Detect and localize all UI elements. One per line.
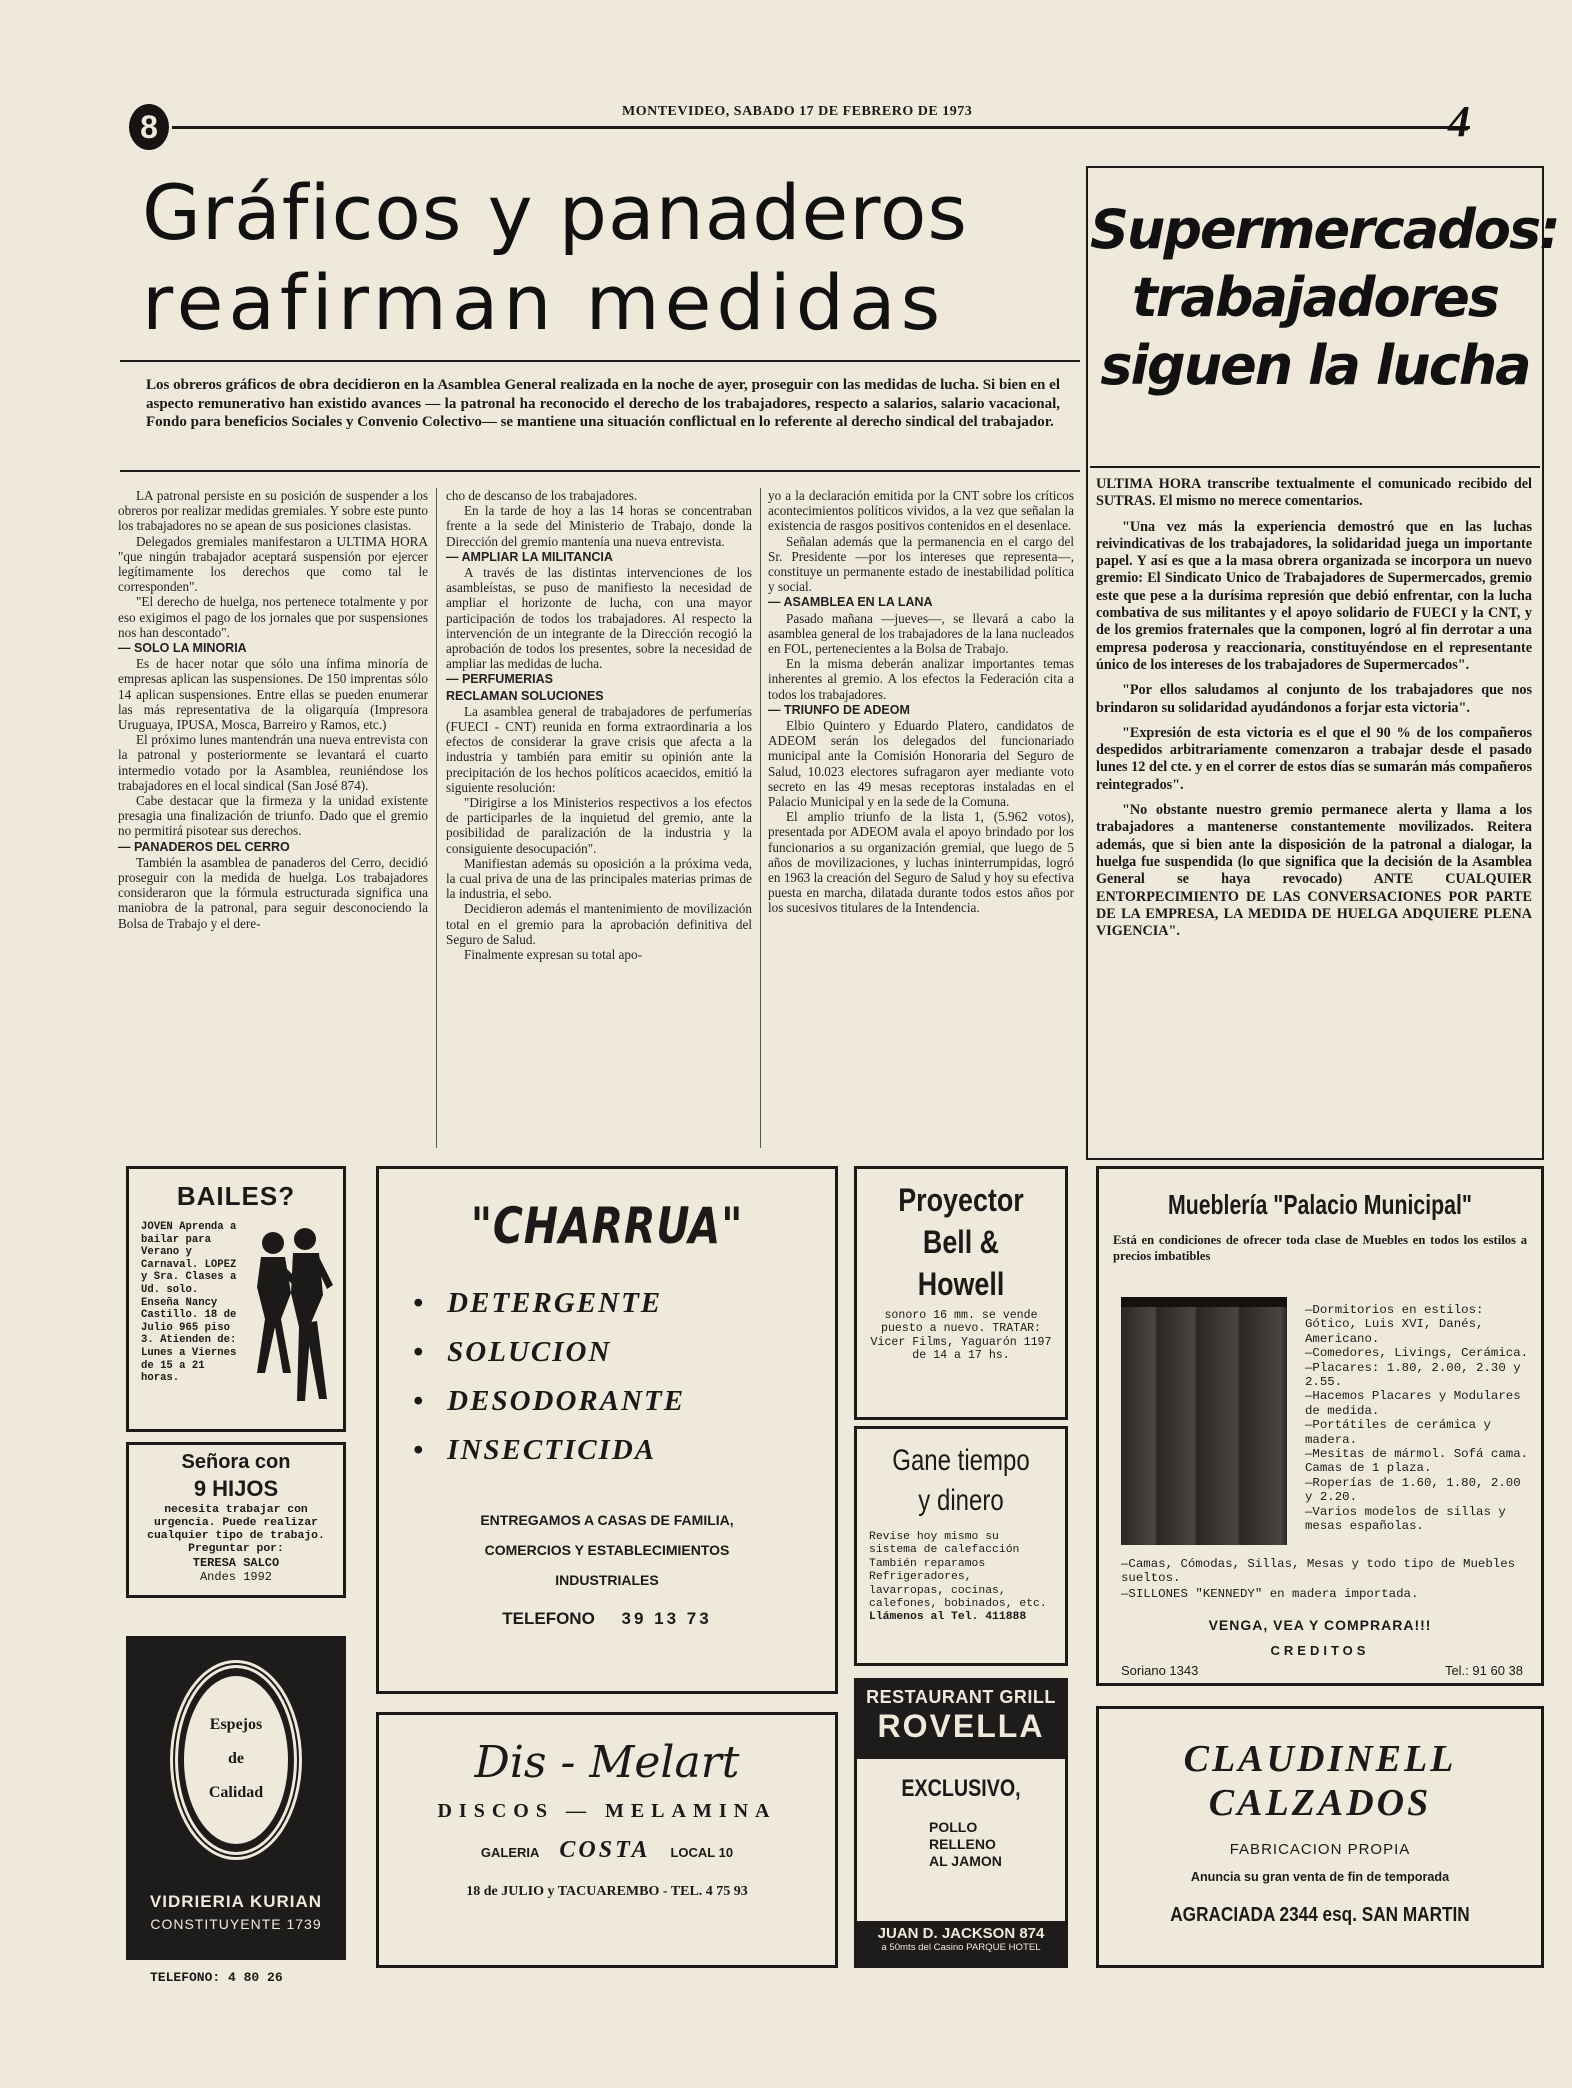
gane-call: Llámenos al Tel. 411888 xyxy=(869,1611,1027,1624)
paragraph: Pasado mañana —jueves—, se llevará a cabo la asamblea general de los trabajadores de la lana nucleados en FOL, pertenecientes a la Bolsa de Trabajo. xyxy=(768,610,1074,657)
gane-title-2: y dinero xyxy=(918,1484,1004,1517)
proyector-body: sonoro 16 mm. se vende puesto a nuevo. TRATAR: Vicer Films, Yaguarón 1197 de 14 a 17 hs. xyxy=(870,1309,1052,1363)
rovella-dish-3: AL JAMON xyxy=(929,1853,1002,1869)
side-headline-line-2: trabajadores xyxy=(1131,266,1499,329)
claudinell-line-1: CLAUDINELL xyxy=(1183,1738,1457,1780)
paragraph: Cabe destacar que la firmeza y la unidad existente presagia una finalización de triunfo. Dado que el gremio no permitirá pisotear sus derechos. xyxy=(118,793,428,839)
mirror-oval xyxy=(184,1676,288,1844)
muebleria-item: —Varios modelos de sillas y mesas españolas. xyxy=(1305,1504,1506,1534)
column-rule-2 xyxy=(760,488,761,1148)
claudinell-fab: FABRICACION PROPIA xyxy=(1229,1841,1411,1858)
dismelart-tagline: DISCOS — MELAMINA xyxy=(437,1800,777,1822)
side-headline-rule xyxy=(1090,466,1540,468)
charrua-phone: 39 13 73 xyxy=(621,1609,712,1628)
rovella-dish xyxy=(929,1819,1065,1870)
article-column-1 xyxy=(118,488,428,931)
side-paragraph: "Expresión de esta victoria es el que el 90 % de los compañeros despedidos arbitrariamente comenzaron a trabajar desde el pasado lunes 12 del cte. y en el correr de estos días se sumarán más compañeros reintegrados". xyxy=(1096,724,1532,793)
ad-dis-melart xyxy=(376,1712,838,1968)
paragraph: El próximo lunes mantendrán una nueva entrevista con la patronal y posteriormente se levantará el cuarto intermedio votado por la Asamblea, reuniéndose los trabajadores en el local sindical (San José 874). xyxy=(118,732,428,793)
paragraph: "El derecho de huelga, nos pertenece totalmente y por eso exigimos el pago de los jornales que por suspensiones nos han descontado". xyxy=(118,594,428,640)
senora-title-1: Señora con xyxy=(181,1451,291,1473)
proyector-title-2: Bell & xyxy=(922,1224,1000,1260)
side-headline-line-3: siguen la lucha xyxy=(1100,334,1530,397)
dismelart-logo: Dis - Melart xyxy=(474,1737,740,1788)
senora-title-2: 9 HIJOS xyxy=(193,1476,279,1501)
muebleria-slogan: VENGA, VEA Y COMPRARA!!! xyxy=(1208,1617,1432,1633)
subheading: — SOLO LA MINORIA xyxy=(118,641,247,656)
muebleria-address: Soriano 1343 xyxy=(1121,1663,1199,1678)
rovella-banner xyxy=(857,1681,1065,1759)
ad-muebleria xyxy=(1096,1166,1544,1686)
main-headline xyxy=(142,168,1062,348)
charrua-product xyxy=(413,1377,835,1426)
muebleria-intro: Está en condiciones de ofrecer toda clase de Muebles en todos los estilos a precios imbatibles xyxy=(1113,1233,1527,1263)
mirror-text-2: de xyxy=(228,1750,244,1767)
paragraph: También la asamblea de panaderos del Cerro, decidió proseguir con la medida de huelga. Los trabajadores consideraron que la fórmula estructurada significa una maniobra de la patronal, para seguir desconociendo la Bolsa de Trabajo y el dere- xyxy=(118,854,428,931)
charrua-line-2: COMERCIOS Y ESTABLECIMIENTOS xyxy=(484,1542,730,1558)
muebleria-item: —Mesitas de mármol. Sofá cama. Camas de 1 plaza. xyxy=(1305,1447,1529,1476)
gane-body: Revise hoy mismo su sistema de calefacción También reparamos Refrigeradores, lavarropas, cocinas, calefones, bobinados, etc. xyxy=(869,1531,1047,1611)
rovella-dish-1: POLLO xyxy=(929,1819,978,1835)
senora-body: necesita trabajar con urgencia. Puede realizar cualquier tipo de trabajo. Preguntar por: xyxy=(147,1504,325,1555)
muebleria-item: —Dormitorios en estilos: Gótico, Luis XVI, Danés, Americano. xyxy=(1305,1303,1484,1346)
subheading: — TRIUNFO DE ADEOM xyxy=(768,702,910,717)
claudinell-sale: Anuncia su gran venta de fin de temporada xyxy=(1190,1870,1450,1884)
charrua-brand: "CHARRUA" xyxy=(470,1197,744,1255)
paragraph: cho de descanso de los trabajadores. xyxy=(446,488,638,503)
paragraph: Señalan además que la permanencia en el cargo del Sr. Presidente —por los intereses que representa—, constituye un permanente estado de inestabilidad política y social. xyxy=(768,533,1074,595)
claudinell-address: AGRACIADA 2344 esq. SAN MARTIN xyxy=(1170,1904,1470,1926)
charrua-product-label: DESODORANTE xyxy=(447,1385,686,1417)
lead-paragraph: Los obreros gráficos de obra decidieron en la Asamblea General realizada en la noche de ayer, proseguir con las medidas de lucha. Si bien en el aspecto remunerativo han existido avances — la patronal ha reconocido el derecho de los trabajadores, respecto a salarios, salario vacacional, Fondo para beneficios Sociales y Convenio Colectivo— se mantiene una situación conflictual en lo referente al derecho sindical del trabajador. xyxy=(146,377,1060,431)
dancing-couple-icon xyxy=(239,1223,337,1413)
gane-title xyxy=(878,1441,1044,1521)
muebleria-item: —Hacemos Placares y Modulares de medida. xyxy=(1305,1389,1521,1418)
rovella-near: a 50mts del Casino PARQUE HOTEL xyxy=(881,1942,1041,1953)
header-rule xyxy=(172,126,1470,129)
dismelart-address: 18 de JULIO y TACUAREMBO - TEL. 4 75 93 xyxy=(466,1884,748,1899)
paragraph: Manifiestan además su oposición a la próxima veda, la cual priva de una de las principales materias primas de la industria, el sebo. xyxy=(446,855,752,902)
article-column-3 xyxy=(768,488,1074,916)
gane-title-1: Gane tiempo xyxy=(892,1444,1030,1477)
ad-senora xyxy=(126,1442,346,1598)
paragraph: En la misma deberán analizar importantes temas inherentes al gremio. A los efectos la Federación cita a todos los trabajadores. xyxy=(768,656,1074,702)
charrua-phone-label: TELEFONO xyxy=(502,1609,595,1628)
kurian-phone: TELEFONO: 4 80 26 xyxy=(150,1970,283,1985)
charrua-phone-row xyxy=(379,1609,835,1629)
dismelart-local: LOCAL 10 xyxy=(670,1845,734,1860)
charrua-products xyxy=(413,1279,835,1475)
muebleria-phone: Tel.: 91 60 38 xyxy=(1444,1663,1523,1678)
charrua-product xyxy=(413,1426,835,1475)
paragraph: En la tarde de hoy a las 14 horas se concentraban frente a la sede del Ministerio de Trabajo, donde la Dirección del gremio mantenía una nueva entrevista. xyxy=(446,503,752,549)
muebleria-item: —Roperías de 1.60, 1.80, 2.00 y 2.20. xyxy=(1305,1475,1521,1505)
bullet-icon: • xyxy=(413,1385,426,1417)
article-column-2 xyxy=(446,488,752,962)
mirror-text-1: Espejos xyxy=(209,1716,263,1733)
rovella-exclusive: EXCLUSIVO, xyxy=(901,1775,1021,1802)
lead-rule xyxy=(120,470,1080,472)
ad-claudinell xyxy=(1096,1706,1544,1968)
proyector-title-3: Howell xyxy=(917,1266,1005,1302)
headline-line-2: reafirman medidas xyxy=(142,258,946,347)
charrua-product-label: DETERGENTE xyxy=(447,1287,663,1319)
muebleria-items xyxy=(1305,1303,1531,1534)
paragraph: El amplio triunfo de la lista 1, (5.962 votos), presentada por ADEOM avala el apoyo brindado por los funcionarios a su organización gremial, que luego de 5 años de movilizaciones, y luchas ininterrumpidas, logró en 1963 la creación del Seguro de Salud y hoy su efectiva puesta en marcha, dilatada durante todos estos años por los sucesivos titulares de la Intendencia. xyxy=(768,809,1074,916)
claudinell-line-2: CALZADOS xyxy=(1208,1782,1432,1824)
charrua-product-label: SOLUCION xyxy=(447,1336,612,1368)
senora-address: Andes 1992 xyxy=(199,1570,272,1584)
side-headline xyxy=(1090,196,1559,400)
kurian-address: CONSTITUYENTE 1739 xyxy=(150,1916,322,1932)
muebleria-extra-2: —SILLONES "KENNEDY" en madera importada. xyxy=(1121,1587,1419,1601)
dismelart-costa: COSTA xyxy=(559,1837,651,1863)
side-paragraph: "No obstante nuestro gremio permanece alerta y llama a los trabajadores a mantenerse constantemente movilizados. Reitera además, que si bien ante la disposición de la patronal a dialogar, la huelga fue suspendida (lo que significa que la decisión de la Asamblea General se haya revocado) ANTE CUALQUIER ENTORPECIMIENTO DE LAS CONVERSACIONES POR PARTE DE LA EMPRESA, LA MEDIDA DE HUELGA ADQUIERE PLENA VIGENCIA". xyxy=(1096,802,1532,940)
proyector-title-1: Proyector xyxy=(898,1182,1024,1218)
kurian-name: VIDRIERIA KURIAN xyxy=(149,1892,323,1911)
bullet-icon: • xyxy=(413,1434,426,1466)
ad-gane-tiempo xyxy=(854,1426,1068,1666)
bullet-icon: • xyxy=(413,1336,426,1368)
page-number-badge xyxy=(129,104,169,150)
paragraph: La asamblea general de trabajadores de perfumerías (FUECI - CNT) reunida en forma extraordinaria a los efectos de considerar la grave crisis que afecta a la industria y también para emitir su opinión ante la precipitación de los hechos políticos acaecidos, emitió la siguiente resolución: xyxy=(446,703,752,795)
headline-line-1: Gráficos y panaderos xyxy=(142,168,968,257)
mirror-text-3: Calidad xyxy=(208,1784,264,1801)
rovella-line-1: RESTAURANT GRILL xyxy=(866,1687,1056,1707)
muebleria-item: —Portátiles de cerámica y madera. xyxy=(1305,1418,1491,1447)
paragraph: A través de las distintas intervenciones de los asambleístas, se puso de manifiesto la necesidad de ampliar el horizonte de lucha, con una mayor participación de todos los trabajadores. Al respecto la intervención de un integrante de la Dirección recogió la aprobación de todos los presentes, sobre la necesidad de ampliar las medidas de lucha. xyxy=(446,565,752,672)
subheading: — AMPLIAR LA MILITANCIA xyxy=(446,549,613,564)
page-number: 8 xyxy=(140,109,158,145)
dateline: MONTEVIDEO, SABADO 17 DE FEBRERO DE 1973 xyxy=(622,104,973,119)
subheading: — PERFUMERIAS xyxy=(446,672,553,687)
paragraph: Finalmente expresan su total apo- xyxy=(464,947,642,963)
bailes-title: BAILES? xyxy=(176,1181,296,1211)
muebleria-credit: CREDITOS xyxy=(1270,1643,1370,1658)
bullet-icon: • xyxy=(413,1287,426,1319)
side-paragraph: "Una vez más la experiencia demostró que en las luchas reivindicativas de los trabajadores, la solidaridad juega un importante papel. Y así es que a la masa obrera organizada se incorpora un nuevo gremio: El Sindicato Unico de Trabajadores de Supermercados, gremio este que pese a la durísima represión que debió enfrentar, con la lucha combativa de sus militantes y el apoyo solidario de FUECI y la CNT, y de los gremios fraternales que la componen, logró al fin derrotar a una empresa poderosa y reaccionaria, constituyéndose en el representante único de los intereses de los trabajadores de Supermercados". xyxy=(1096,518,1532,673)
side-article-body xyxy=(1096,476,1532,948)
charrua-product xyxy=(413,1328,835,1377)
subheading: — ASAMBLEA EN LA LANA xyxy=(768,595,933,610)
bailes-body: JOVEN Aprenda a bailar para Verano y Carnaval. LOPEZ y Sra. Clases a Ud. solo. Enseña Nancy Castillo. 18 de Julio 965 piso 3. Atienden de: Lunes a Viernes de 15 a 21 horas. xyxy=(141,1221,237,1385)
ad-rovella xyxy=(854,1678,1068,1968)
ad-bailes xyxy=(126,1166,346,1432)
paragraph: Es de hacer notar que sólo una ínfima minoría de empresas aplican las suspensiones. De 150 imprentas sólo 14 aplican suspensiones. Entre ellas se pueden enumerar las más representativa de la oligarquía (Impresora Uruguaya, IPUSA, Mosca, Barreiro y Ramos, etc.) xyxy=(118,656,428,733)
paragraph: Elbio Quintero y Eduardo Platero, candidatos de ADEOM serán los delegados del funcionariado municipal ante la Comisión Honoraria del Seguro de Salud, 10.023 electores sufragaron ayer mediante voto secreto en las 49 mesas receptoras instaladas en el Palacio Municipal y en la sede de la Comuna. xyxy=(768,718,1074,810)
muebleria-item: —Placares: 1.80, 2.00, 2.30 y 2.55. xyxy=(1305,1360,1521,1390)
charrua-line-1: ENTREGAMOS A CASAS DE FAMILIA, xyxy=(480,1512,734,1528)
muebleria-extra-1: —Camas, Cómodas, Sillas, Mesas y todo tipo de Muebles sueltos. xyxy=(1121,1557,1516,1586)
ad-charrua xyxy=(376,1166,838,1694)
headline-rule xyxy=(120,360,1080,362)
dismelart-galeria-row xyxy=(379,1837,835,1864)
ad-vidrieria-kurian xyxy=(126,1636,346,1960)
paragraph: Decidieron además el mantenimiento de movilización total en el gremio para la aprobación definitiva del Seguro de Salud. xyxy=(446,901,752,947)
dismelart-galeria: GALERIA xyxy=(480,1845,540,1860)
side-paragraph: "Por ellos saludamos al conjunto de los trabajadores que nos brindaron su solidaridad ayudándonos a forjar esta victoria". xyxy=(1096,682,1532,716)
senora-name: TERESA SALCO xyxy=(192,1556,280,1570)
proyector-title xyxy=(874,1179,1049,1305)
side-paragraph: ULTIMA HORA transcribe textualmente el comunicado recibido del SUTRAS. El mismo no merece comentarios. xyxy=(1096,476,1532,510)
column-rule-1 xyxy=(436,488,437,1148)
charrua-product xyxy=(413,1279,835,1328)
muebleria-title: Mueblería "Palacio Municipal" xyxy=(1168,1189,1472,1220)
paragraph: yo a la declaración emitida por la CNT sobre los críticos acontecimientos políticos vividos, a la vez que señalan la existencia de rasgos positivos contenidos en el desenlace. xyxy=(768,488,1074,534)
rovella-line-2: ROVELLA xyxy=(877,1708,1045,1744)
paragraph: Delegados gremiales manifestaron a ULTIMA HORA "que ningún trabajador aceptará suspensión por ejercer legítimamente los derechos que como tal le corresponden". xyxy=(118,533,428,595)
muebleria-item: —Comedores, Livings, Cerámica. xyxy=(1305,1346,1529,1361)
subheading: — PANADEROS DEL CERRO xyxy=(118,839,290,854)
paragraph: LA patronal persiste en su posición de suspender a los obreros por realizar medidas gremiales. Y sobre este punto los trabajadores no se apean de sus posiciones clasistas. xyxy=(118,488,428,534)
rovella-address: JUAN D. JACKSON 874 xyxy=(877,1925,1045,1942)
wardrobe-image xyxy=(1121,1297,1287,1545)
subheading: RECLAMAN SOLUCIONES xyxy=(446,688,604,703)
charrua-line-3: INDUSTRIALES xyxy=(555,1572,659,1588)
paragraph: "Dirigirse a los Ministerios respectivos a los efectos de participarles de la inquietud del gremio, ante la posibilidad de paralización de la industria y la consiguiente desocupación". xyxy=(446,795,752,856)
handwritten-mark: 4 xyxy=(1448,97,1470,146)
rovella-footer xyxy=(857,1921,1065,1965)
charrua-product-label: INSECTICIDA xyxy=(447,1434,657,1466)
side-headline-line-1: Supermercados: xyxy=(1090,198,1559,261)
rovella-dish-2: RELLENO xyxy=(929,1836,996,1852)
ad-proyector xyxy=(854,1166,1068,1420)
